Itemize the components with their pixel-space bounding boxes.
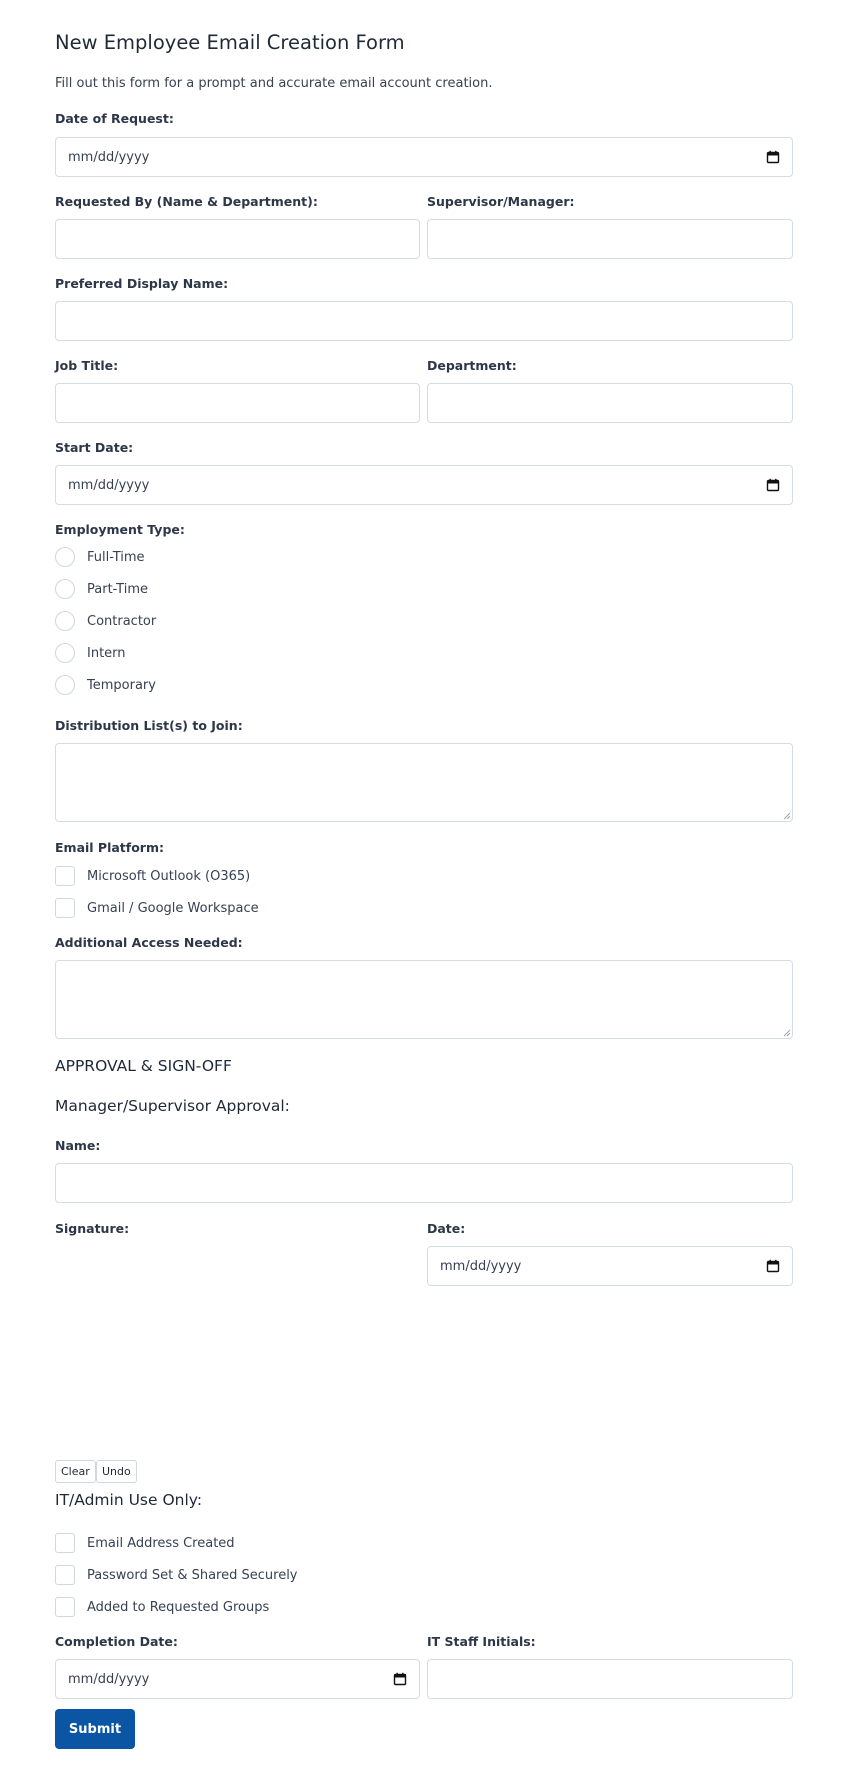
- option-label: Temporary: [87, 677, 156, 693]
- supervisor-input[interactable]: [427, 219, 793, 259]
- employment-option-temporary[interactable]: [55, 674, 156, 696]
- distribution-lists-label: Distribution List(s) to Join:: [55, 718, 243, 733]
- calendar-icon[interactable]: [766, 1259, 780, 1273]
- date-of-request-input[interactable]: [55, 137, 793, 177]
- additional-access-label: Additional Access Needed:: [55, 935, 243, 950]
- page-title: New Employee Email Creation Form: [55, 31, 405, 54]
- checkbox[interactable]: [55, 1533, 75, 1553]
- checkbox[interactable]: [55, 1597, 75, 1617]
- completion-date-label: Completion Date:: [55, 1634, 178, 1649]
- approval-name-label: Name:: [55, 1138, 101, 1153]
- signature-pad[interactable]: [55, 1245, 420, 1450]
- approval-heading: APPROVAL & SIGN-OFF: [55, 1057, 232, 1075]
- option-label: Microsoft Outlook (O365): [87, 868, 251, 884]
- distribution-lists-wrapper: [55, 743, 793, 822]
- it-check-password-set[interactable]: [55, 1564, 298, 1586]
- it-admin-heading: IT/Admin Use Only:: [55, 1491, 203, 1509]
- job-title-input[interactable]: [55, 383, 420, 423]
- resize-grip-icon[interactable]: [782, 1028, 791, 1037]
- radio-button[interactable]: [55, 675, 75, 695]
- signature-label: Signature:: [55, 1221, 130, 1236]
- additional-access-wrapper: [55, 960, 793, 1039]
- calendar-icon[interactable]: [766, 478, 780, 492]
- start-date-input[interactable]: [55, 465, 793, 505]
- job-title-label: Job Title:: [55, 358, 119, 373]
- it-initials-input[interactable]: [427, 1659, 793, 1699]
- department-label: Department:: [427, 358, 517, 373]
- calendar-icon[interactable]: [393, 1672, 407, 1686]
- option-label: Gmail / Google Workspace: [87, 900, 259, 916]
- radio-button[interactable]: [55, 611, 75, 631]
- display-name-label: Preferred Display Name:: [55, 276, 229, 291]
- employment-option-contractor[interactable]: [55, 610, 156, 632]
- distribution-lists-textarea[interactable]: [55, 743, 793, 822]
- approval-date-placeholder: mm/dd/yyyy: [440, 1258, 522, 1274]
- signature-clear-button[interactable]: Clear: [55, 1460, 96, 1483]
- platform-option-gmail[interactable]: [55, 897, 259, 919]
- approval-name-input[interactable]: [55, 1163, 793, 1203]
- employment-option-full-time[interactable]: [55, 546, 145, 568]
- checkbox[interactable]: [55, 898, 75, 918]
- option-label: Intern: [87, 645, 126, 661]
- calendar-icon[interactable]: [766, 150, 780, 164]
- option-label: Contractor: [87, 613, 157, 629]
- platform-option-outlook[interactable]: [55, 865, 250, 887]
- option-label: Email Address Created: [87, 1535, 235, 1551]
- option-label: Added to Requested Groups: [87, 1599, 270, 1615]
- approval-date-input[interactable]: [427, 1246, 793, 1286]
- completion-date-placeholder: mm/dd/yyyy: [68, 1671, 150, 1687]
- option-label: Password Set & Shared Securely: [87, 1567, 298, 1583]
- start-date-label: Start Date:: [55, 440, 134, 455]
- requested-by-input[interactable]: [55, 219, 420, 259]
- start-date-placeholder: mm/dd/yyyy: [68, 477, 150, 493]
- email-platform-label: Email Platform:: [55, 840, 164, 855]
- requested-by-label: Requested By (Name & Department):: [55, 194, 318, 209]
- radio-button[interactable]: [55, 579, 75, 599]
- option-label: Part-Time: [87, 581, 148, 597]
- employment-option-part-time[interactable]: [55, 578, 148, 600]
- it-check-added-to-groups[interactable]: [55, 1596, 269, 1618]
- radio-button[interactable]: [55, 643, 75, 663]
- date-of-request-label: Date of Request:: [55, 111, 174, 126]
- employment-type-label: Employment Type:: [55, 522, 185, 537]
- additional-access-textarea[interactable]: [55, 960, 793, 1039]
- it-check-email-created[interactable]: [55, 1532, 235, 1554]
- resize-grip-icon[interactable]: [782, 811, 791, 820]
- date-of-request-placeholder: mm/dd/yyyy: [68, 149, 150, 165]
- manager-approval-heading: Manager/Supervisor Approval:: [55, 1097, 290, 1115]
- supervisor-label: Supervisor/Manager:: [427, 194, 575, 209]
- signature-undo-button[interactable]: Undo: [96, 1460, 137, 1483]
- it-initials-label: IT Staff Initials:: [427, 1634, 536, 1649]
- department-input[interactable]: [427, 383, 793, 423]
- checkbox[interactable]: [55, 1565, 75, 1585]
- form-description: Fill out this form for a prompt and accurate email account creation.: [55, 76, 493, 91]
- submit-button[interactable]: Submit: [55, 1709, 135, 1749]
- display-name-input[interactable]: [55, 301, 793, 341]
- employment-option-intern[interactable]: [55, 642, 126, 664]
- checkbox[interactable]: [55, 866, 75, 886]
- approval-date-label: Date:: [427, 1221, 466, 1236]
- completion-date-input[interactable]: [55, 1659, 420, 1699]
- option-label: Full-Time: [87, 549, 145, 565]
- radio-button[interactable]: [55, 547, 75, 567]
